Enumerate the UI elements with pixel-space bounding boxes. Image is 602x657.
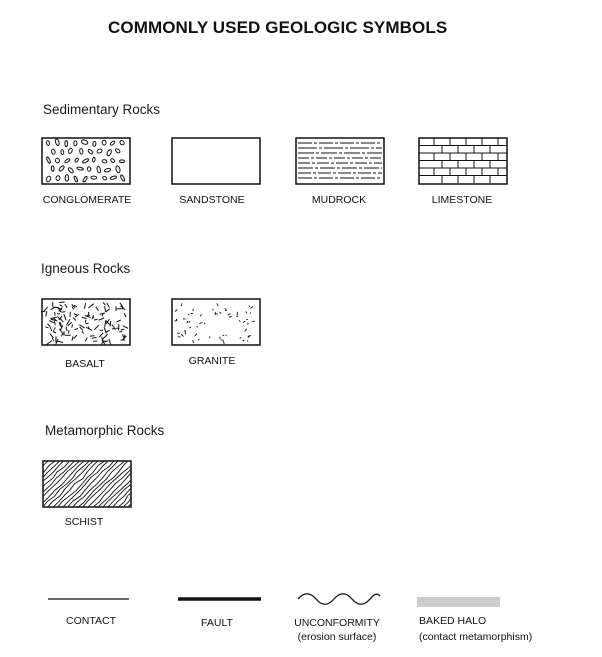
contact-line-icon — [48, 594, 130, 604]
page-title: COMMONLY USED GEOLOGIC SYMBOLS — [108, 18, 448, 37]
unconformity-sublabel: (erosion surface) — [297, 631, 377, 643]
metamorphic-heading: Metamorphic Rocks — [45, 423, 165, 438]
basalt-icon — [41, 298, 131, 346]
schist-icon — [42, 460, 132, 508]
baked-halo-icon — [417, 597, 501, 608]
sandstone-icon — [171, 137, 261, 185]
fault-line-icon — [178, 593, 262, 605]
mudrock-label: MUDROCK — [311, 194, 367, 206]
schist-label: SCHIST — [64, 516, 104, 528]
basalt-label: BASALT — [65, 358, 105, 370]
sandstone-label: SANDSTONE — [179, 194, 245, 206]
unconformity-wavy-icon — [296, 590, 382, 606]
conglomerate-icon — [41, 137, 131, 185]
unconformity-label: UNCONFORMITY — [294, 617, 380, 629]
fault-label: FAULT — [201, 617, 233, 629]
conglomerate-label: CONGLOMERATE — [42, 194, 132, 206]
limestone-icon — [418, 137, 508, 185]
limestone-label: LIMESTONE — [431, 194, 493, 206]
granite-label: GRANITE — [188, 355, 236, 367]
baked-halo-label: BAKED HALO — [419, 615, 487, 627]
igneous-heading: Igneous Rocks — [41, 261, 131, 276]
contact-label: CONTACT — [66, 615, 116, 627]
baked-halo-sublabel: (contact metamorphism) — [419, 631, 533, 643]
sedimentary-heading: Sedimentary Rocks — [43, 102, 161, 117]
mudrock-icon — [295, 137, 385, 185]
granite-icon — [171, 298, 261, 346]
